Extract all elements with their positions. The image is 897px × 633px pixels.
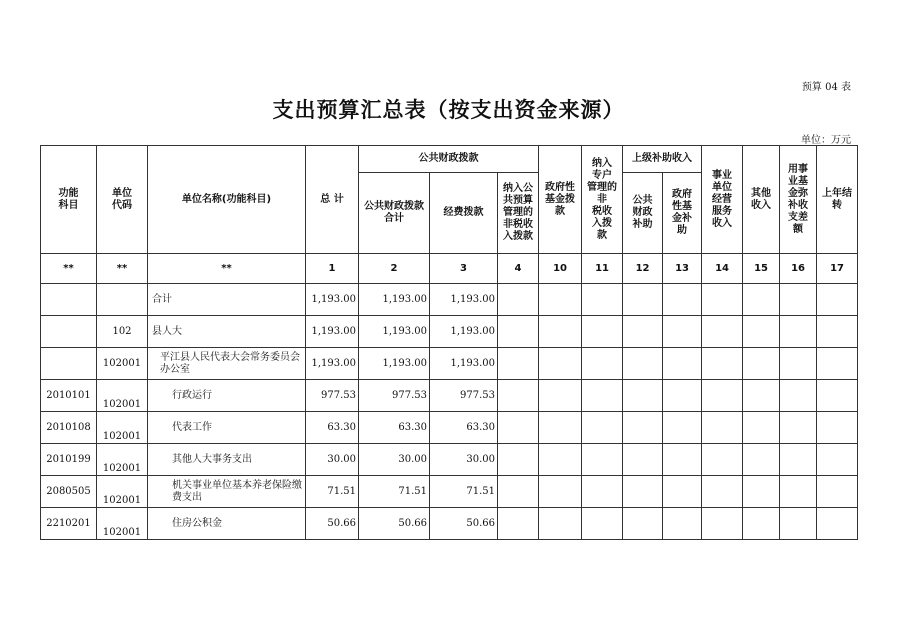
unit-code-cell: 102001 (97, 444, 148, 476)
empty-cell (743, 508, 780, 540)
table-row (41, 508, 858, 540)
table-row (41, 348, 858, 380)
empty-cell (623, 380, 663, 412)
unit-code-cell: 102001 (97, 508, 148, 540)
empty-cell (780, 380, 817, 412)
header-other-income: 其他 收入 (743, 146, 780, 254)
empty-cell (539, 348, 582, 380)
empty-cell (702, 476, 743, 508)
header-unit-code: 单位 代码 (97, 146, 148, 254)
empty-cell (663, 476, 702, 508)
header-number-cell: 10 (539, 254, 582, 284)
unit-name-cell: 县人大 (148, 316, 306, 348)
empty-cell (582, 380, 623, 412)
empty-cell (702, 444, 743, 476)
table-row (41, 316, 858, 348)
empty-cell (663, 508, 702, 540)
header-prior-year: 上年结 转 (817, 146, 858, 254)
unit-name-cell: 代表工作 (148, 412, 306, 444)
empty-cell (817, 284, 858, 316)
header-superior-subsidy-group: 上级补助收入 (623, 146, 702, 173)
empty-cell (780, 412, 817, 444)
table-row (41, 444, 858, 476)
empty-cell (663, 380, 702, 412)
unit-code-cell: 102001 (97, 412, 148, 444)
empty-cell (743, 444, 780, 476)
empty-cell (817, 476, 858, 508)
unit-code-cell (97, 284, 148, 316)
empty-cell (663, 348, 702, 380)
empty-cell (623, 284, 663, 316)
total-cell: 30.00 (306, 444, 359, 476)
empty-cell (780, 508, 817, 540)
empty-cell (498, 284, 539, 316)
funding-cell: 63.30 (430, 412, 498, 444)
empty-cell (702, 412, 743, 444)
empty-cell (663, 412, 702, 444)
header-gov-fund: 政府性 基金拨 款 (539, 146, 582, 254)
unit-name-cell: 机关事业单位基本养老保险缴费支出 (148, 476, 306, 508)
func-code-cell: 2210201 (41, 508, 97, 540)
empty-cell (702, 348, 743, 380)
func-code-cell: 2080505 (41, 476, 97, 508)
empty-cell (623, 316, 663, 348)
empty-cell (817, 412, 858, 444)
header-number-cell: 17 (817, 254, 858, 284)
func-code-cell: 2010101 (41, 380, 97, 412)
empty-cell (623, 508, 663, 540)
empty-cell (817, 348, 858, 380)
empty-cell (539, 284, 582, 316)
empty-cell (498, 508, 539, 540)
header-number-row (41, 254, 858, 284)
empty-cell (539, 444, 582, 476)
header-number-cell: 16 (780, 254, 817, 284)
public-finance-total-cell: 71.51 (359, 476, 430, 508)
empty-cell (817, 444, 858, 476)
empty-cell (582, 508, 623, 540)
total-cell: 50.66 (306, 508, 359, 540)
empty-cell (539, 380, 582, 412)
empty-cell (582, 348, 623, 380)
header-number-cell: 12 (623, 254, 663, 284)
func-code-cell (41, 348, 97, 380)
unit-name-cell: 合计 (148, 284, 306, 316)
empty-cell (498, 412, 539, 444)
header-number-cell: 1 (306, 254, 359, 284)
empty-cell (663, 284, 702, 316)
header-business-income: 事业 单位 经营 服务 收入 (702, 146, 743, 254)
empty-cell (498, 380, 539, 412)
public-finance-total-cell: 1,193.00 (359, 348, 430, 380)
empty-cell (780, 476, 817, 508)
empty-cell (498, 316, 539, 348)
funding-cell: 1,193.00 (430, 316, 498, 348)
empty-cell (623, 444, 663, 476)
table-body (41, 284, 858, 540)
header-special-non-tax: 纳入 专户 管理的 非 税收 入拨 款 (582, 146, 623, 254)
empty-cell (743, 476, 780, 508)
budget-table (40, 145, 858, 540)
empty-cell (498, 348, 539, 380)
header-gov-fund-subsidy: 政府 性基 金补 助 (663, 173, 702, 254)
header-unit-name: 单位名称(功能科目) (148, 146, 306, 254)
header-public-finance-total: 公共财政拨款 合计 (359, 173, 430, 254)
header-total: 总 计 (306, 146, 359, 254)
empty-cell (663, 444, 702, 476)
header-number-cell: 3 (430, 254, 498, 284)
unit-code-cell: 102001 (97, 380, 148, 412)
empty-cell (498, 476, 539, 508)
total-cell: 63.30 (306, 412, 359, 444)
empty-cell (817, 508, 858, 540)
unit-name-cell: 住房公积金 (148, 508, 306, 540)
empty-cell (702, 380, 743, 412)
empty-cell (498, 444, 539, 476)
empty-cell (743, 380, 780, 412)
empty-cell (780, 316, 817, 348)
header-number-cell: ** (97, 254, 148, 284)
header-number-cell: 4 (498, 254, 539, 284)
empty-cell (623, 412, 663, 444)
public-finance-total-cell: 1,193.00 (359, 284, 430, 316)
unit-name-cell: 其他人大事务支出 (148, 444, 306, 476)
empty-cell (539, 508, 582, 540)
func-code-cell: 2010199 (41, 444, 97, 476)
header-non-tax-budget: 纳入公 共预算 管理的 非税收 入拨款 (498, 173, 539, 254)
funding-cell: 1,193.00 (430, 284, 498, 316)
table-row (41, 476, 858, 508)
unit-code-cell: 102 (97, 316, 148, 348)
total-cell: 1,193.00 (306, 348, 359, 380)
empty-cell (702, 508, 743, 540)
public-finance-total-cell: 977.53 (359, 380, 430, 412)
func-code-cell (41, 316, 97, 348)
header-number-cell: 11 (582, 254, 623, 284)
empty-cell (539, 412, 582, 444)
empty-cell (743, 284, 780, 316)
header-func-subject: 功能 科目 (41, 146, 97, 254)
table-row (41, 284, 858, 316)
funding-cell: 977.53 (430, 380, 498, 412)
public-finance-total-cell: 1,193.00 (359, 316, 430, 348)
empty-cell (702, 284, 743, 316)
unit-name-cell: 平江县人民代表大会常务委员会办公室 (148, 348, 306, 380)
unit-code-cell: 102001 (97, 348, 148, 380)
form-number: 预算 04 表 (801, 82, 851, 93)
header-number-cell: 15 (743, 254, 780, 284)
header-funding-appropriation: 经费拨款 (430, 173, 498, 254)
total-cell: 1,193.00 (306, 284, 359, 316)
header-reserve-fund: 用事 业基 金弥 补收 支差 额 (780, 146, 817, 254)
funding-cell: 30.00 (430, 444, 498, 476)
unit-code-cell: 102001 (97, 476, 148, 508)
empty-cell (582, 476, 623, 508)
public-finance-total-cell: 50.66 (359, 508, 430, 540)
empty-cell (582, 412, 623, 444)
funding-cell: 1,193.00 (430, 348, 498, 380)
empty-cell (623, 476, 663, 508)
header-number-cell: ** (41, 254, 97, 284)
empty-cell (743, 412, 780, 444)
empty-cell (780, 284, 817, 316)
unit-name-cell: 行政运行 (148, 380, 306, 412)
empty-cell (780, 444, 817, 476)
empty-cell (702, 316, 743, 348)
header-public-finance-subsidy: 公共 财政 补助 (623, 173, 663, 254)
empty-cell (582, 316, 623, 348)
header-number-cell: ** (148, 254, 306, 284)
empty-cell (663, 316, 702, 348)
header-public-finance-group: 公共财政拨款 (359, 146, 539, 173)
empty-cell (623, 348, 663, 380)
table-row (41, 380, 858, 412)
total-cell: 71.51 (306, 476, 359, 508)
funding-cell: 50.66 (430, 508, 498, 540)
func-code-cell: 2010108 (41, 412, 97, 444)
empty-cell (780, 348, 817, 380)
unit-label: 单位：万元 (801, 135, 851, 146)
total-cell: 1,193.00 (306, 316, 359, 348)
header-number-cell: 13 (663, 254, 702, 284)
empty-cell (539, 476, 582, 508)
total-cell: 977.53 (306, 380, 359, 412)
empty-cell (743, 348, 780, 380)
funding-cell: 71.51 (430, 476, 498, 508)
header-number-cell: 14 (702, 254, 743, 284)
table-row (41, 412, 858, 444)
empty-cell (817, 380, 858, 412)
func-code-cell (41, 284, 97, 316)
header-number-cell: 2 (359, 254, 430, 284)
empty-cell (817, 316, 858, 348)
public-finance-total-cell: 30.00 (359, 444, 430, 476)
empty-cell (582, 284, 623, 316)
empty-cell (539, 316, 582, 348)
empty-cell (582, 444, 623, 476)
empty-cell (743, 316, 780, 348)
page-title: 支出预算汇总表（按支出资金来源） (272, 98, 625, 122)
public-finance-total-cell: 63.30 (359, 412, 430, 444)
